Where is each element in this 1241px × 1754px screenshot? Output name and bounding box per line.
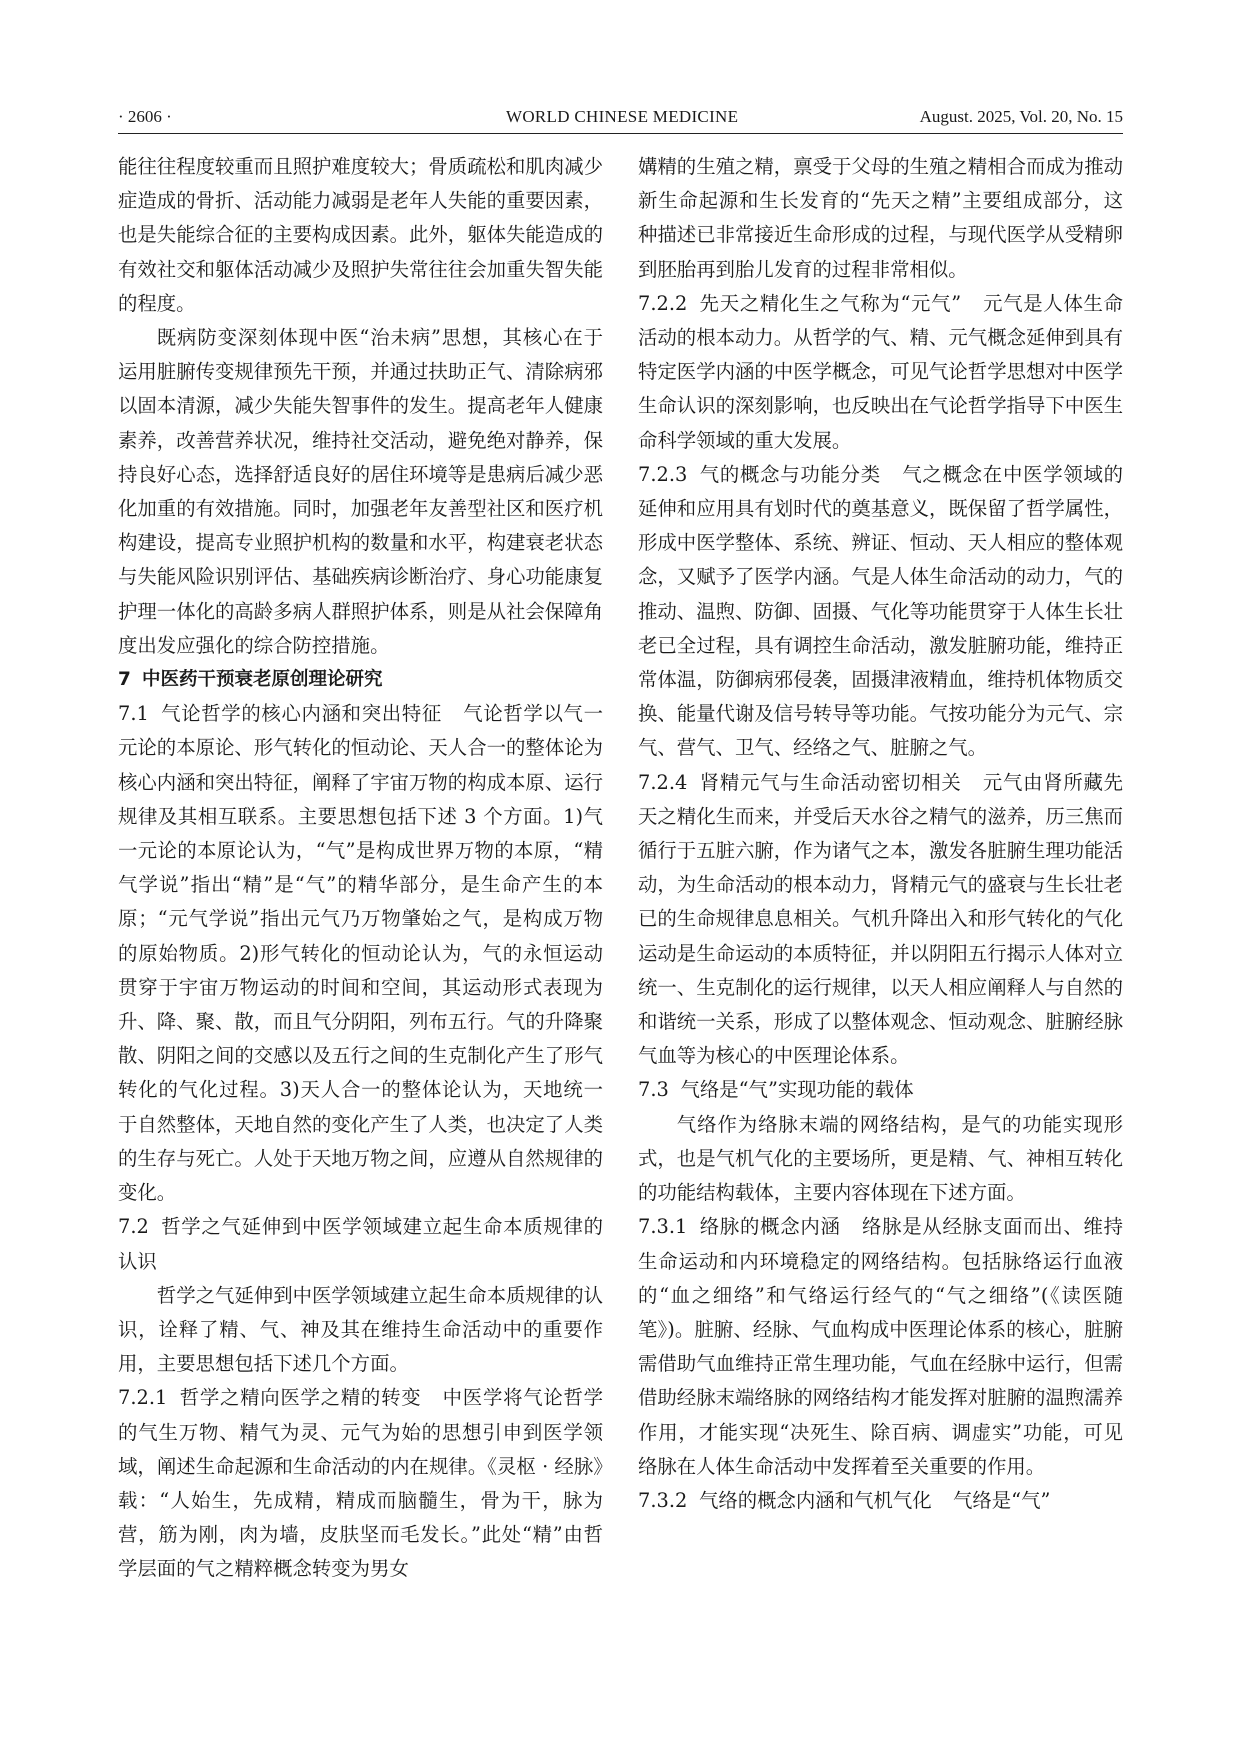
subsection-paragraph — [118, 1381, 603, 1586]
subsection-text: 络脉是从经脉支面而出、维持生命运动和内环境稳定的网络结构。包括脉络运行血液的“血之细络”和气络运行经气的“气之细络”(《读医随笔》)。脏腑、经脉、气血构成中医理论体系的核心，脏腑需借助气血维持正常生理功能，气血在经脉中运行，但需借助经脉末端络脉的网络结构才能发挥对脏腑的温煦濡养作用，才能实现“决死生、除百病、调虚实”功能，可见络脉在人体生命活动中发挥着至关重要的作用。 — [638, 1215, 1123, 1478]
journal-name: WORLD CHINESE MEDICINE — [506, 107, 739, 126]
subsection-number: 7.3.1 — [638, 1215, 688, 1239]
subsection-text: 气络是“气” — [952, 1488, 1051, 1512]
subsection-number: 7.2.4 — [638, 770, 688, 794]
subsection-text: 气之概念在中医学领域的延伸和应用具有划时代的奠基意义，既保留了哲学属性，形成中医学整体、系统、辨证、恒动、天人相应的整体观念，又赋予了医学内涵。气是人体生命活动的动力，气的推动、温煦、防御、固摄、气化等功能贯穿于人体生长壮老已全过程，具有调控生命活动，激发脏腑功能，维持正常体温，防御病邪侵袭，固摄津液精血，维持机体物质交换、能量代谢及信号转导等功能。气按功能分为元气、宗气、营气、卫气、经络之气、脏腑之气。 — [638, 462, 1123, 760]
subsection-title: 哲学之精向医学之精的转变 — [178, 1386, 422, 1410]
subsection-paragraph — [638, 458, 1123, 766]
subsection-number: 7.2.1 — [118, 1386, 168, 1410]
right-column — [638, 150, 1123, 1590]
body-paragraph: 媾精的生殖之精，禀受于父母的生殖之精相合而成为推动新生命起源和生长发育的“先天之精”主要组成部分，这种描述已非常接近生命形成的过程，与现代医学从受精卵到胚胎再到胎儿发育的过程非常相似。 — [638, 155, 1123, 281]
section-number: 7 — [118, 669, 131, 691]
subsection-title: 气的概念与功能分类 — [698, 462, 881, 486]
subsection-text: 中医学将气论哲学的气生万物、精气为灵、元气为始的思想引申到医学领域，阐述生命起源和生命活动的内在规律。《灵枢 · 经脉》载：“人始生，先成精，精成而脑髓生，骨为干，脉为营，筋为刚，肉为墙，皮肤坚而毛发长。”此处“精”由哲学层面的气之精粹概念转变为男女 — [118, 1386, 603, 1581]
subsection-text: 气论哲学以气一元论的本原论、形气转化的恒动论、天人合一的整体论为核心内涵和突出特征，阐释了宇宙万物的构成本原、运行规律及其相互联系。主要思想包括下述 3 个方面。1)气一元论的本原论认为，“气”是构成世界万物的本原，“精气学说”指出“精”是“气”的精华部分，是生命产生的本原；“元气学说”指出元气乃万物肇始之气，是构成万物的原始物质。2)形气转化的恒动论认为，气的永恒运动贯穿于宇宙万物运动的时间和空间，其运动形式表现为升、降、聚、散，而且气分阴阳，列布五行。气的升降聚散、阴阳之间的交感以及五行之间的生克制化产生了形气转化的气化过程。3)天人合一的整体论认为，天地统一于自然整体，天地自然的变化产生了人类，也决定了人类的生存与死亡。人处于天地万物之间，应遵从自然规律的变化。 — [118, 702, 603, 1205]
subsection-number: 7.3.2 — [638, 1488, 688, 1512]
subsection-number: 7.2.2 — [638, 291, 688, 315]
subsection-paragraph — [638, 1210, 1123, 1484]
subsection-paragraph — [638, 287, 1123, 458]
subsection-title: 肾精元气与生命活动密切相关 — [698, 770, 962, 794]
subsection-paragraph — [638, 766, 1123, 1074]
subsection-title: 气络是“气”实现功能的载体 — [680, 1078, 914, 1102]
subsection-title: 气络的概念内涵和气机气化 — [698, 1488, 932, 1512]
subsection-title: 络脉的概念内涵 — [698, 1215, 841, 1239]
subsection-number: 7.1 — [118, 702, 149, 726]
subsection-text: 元气是人体生命活动的根本动力。从哲学的气、精、元气概念延伸到具有特定医学内涵的中医学概念，可见气论哲学思想对中医学生命认识的深刻影响，也反映出在气论哲学指导下中医生命科学领域的重大发展。 — [638, 291, 1123, 452]
running-header — [118, 103, 1123, 133]
page-number: · 2606 · — [118, 107, 172, 126]
subsection-title: 气论哲学的核心内涵和突出特征 — [160, 702, 442, 726]
subsection-paragraph — [118, 1210, 603, 1278]
body-paragraph: 气络作为络脉末端的网络结构，是气的功能实现形式，也是气机气化的主要场所，更是精、气、神相互转化的功能结构载体，主要内容体现在下述方面。 — [638, 1112, 1123, 1205]
body-paragraph: 既病防变深刻体现中医“治未病”思想，其核心在于运用脏腑传变规律预先干预，并通过扶助正气、清除病邪以固本清源，减少失能失智事件的发生。提高老年人健康素养，改善营养状况，维持社交活动，避免绝对静养，保持良好心态，选择舒适良好的居住环境等是患病后减少恶化加重的有效措施。同时，加强老年友善型社区和医疗机构建设，提高专业照护机构的数量和水平，构建衰老状态与失能风险识别评估、基础疾病诊断治疗、身心功能康复护理一体化的高龄多病人群照护体系，则是从社会保障角度出发应强化的综合防控措施。 — [118, 326, 603, 657]
header-rule — [118, 133, 1123, 134]
body-paragraph: 能往往程度较重而且照护难度较大；骨质疏松和肌肉减少症造成的骨折、活动能力减弱是老年人失能的重要因素，也是失能综合征的主要构成因素。此外，躯体失能造成的有效社交和躯体活动减少及照护失常往往会加重失智失能的程度。 — [118, 155, 603, 315]
left-column — [118, 150, 603, 1590]
subsection-paragraph — [118, 697, 603, 1210]
issue-info: August. 2025, Vol. 20, No. 15 — [919, 107, 1123, 126]
subsection-number: 7.2.3 — [638, 462, 688, 486]
subsection-number: 7.2 — [118, 1215, 149, 1239]
subsection-title: 先天之精化生之气称为“元气” — [698, 291, 962, 315]
subsection-title: 哲学之气延伸到中医学领域建立起生命本质规律的认识 — [118, 1215, 603, 1273]
section-title: 中医药干预衰老原创理论研究 — [141, 669, 383, 691]
subsection-paragraph — [638, 1073, 1123, 1107]
subsection-number: 7.3 — [638, 1078, 669, 1102]
subsection-paragraph — [638, 1484, 1123, 1518]
section-heading — [118, 663, 603, 697]
body-paragraph: 哲学之气延伸到中医学领域建立起生命本质规律的认识，诠释了精、气、神及其在维持生命活动中的重要作用，主要思想包括下述几个方面。 — [118, 1283, 603, 1376]
subsection-text: 元气由肾所藏先天之精化生而来，并受后天水谷之精气的滋养，历三焦而循行于五脏六腑，作为诸气之本，激发各脏腑生理功能活动，为生命活动的根本动力，肾精元气的盛衰与生长壮老已的生命规律息息相关。气机升降出入和形气转化的气化运动是生命运动的本质特征，并以阴阳五行揭示人体对立统一、生克制化的运行规律，以天人相应阐释人与自然的和谐统一关系，形成了以整体观念、恒动观念、脏腑经脉气血等为核心的中医理论体系。 — [638, 770, 1123, 1068]
